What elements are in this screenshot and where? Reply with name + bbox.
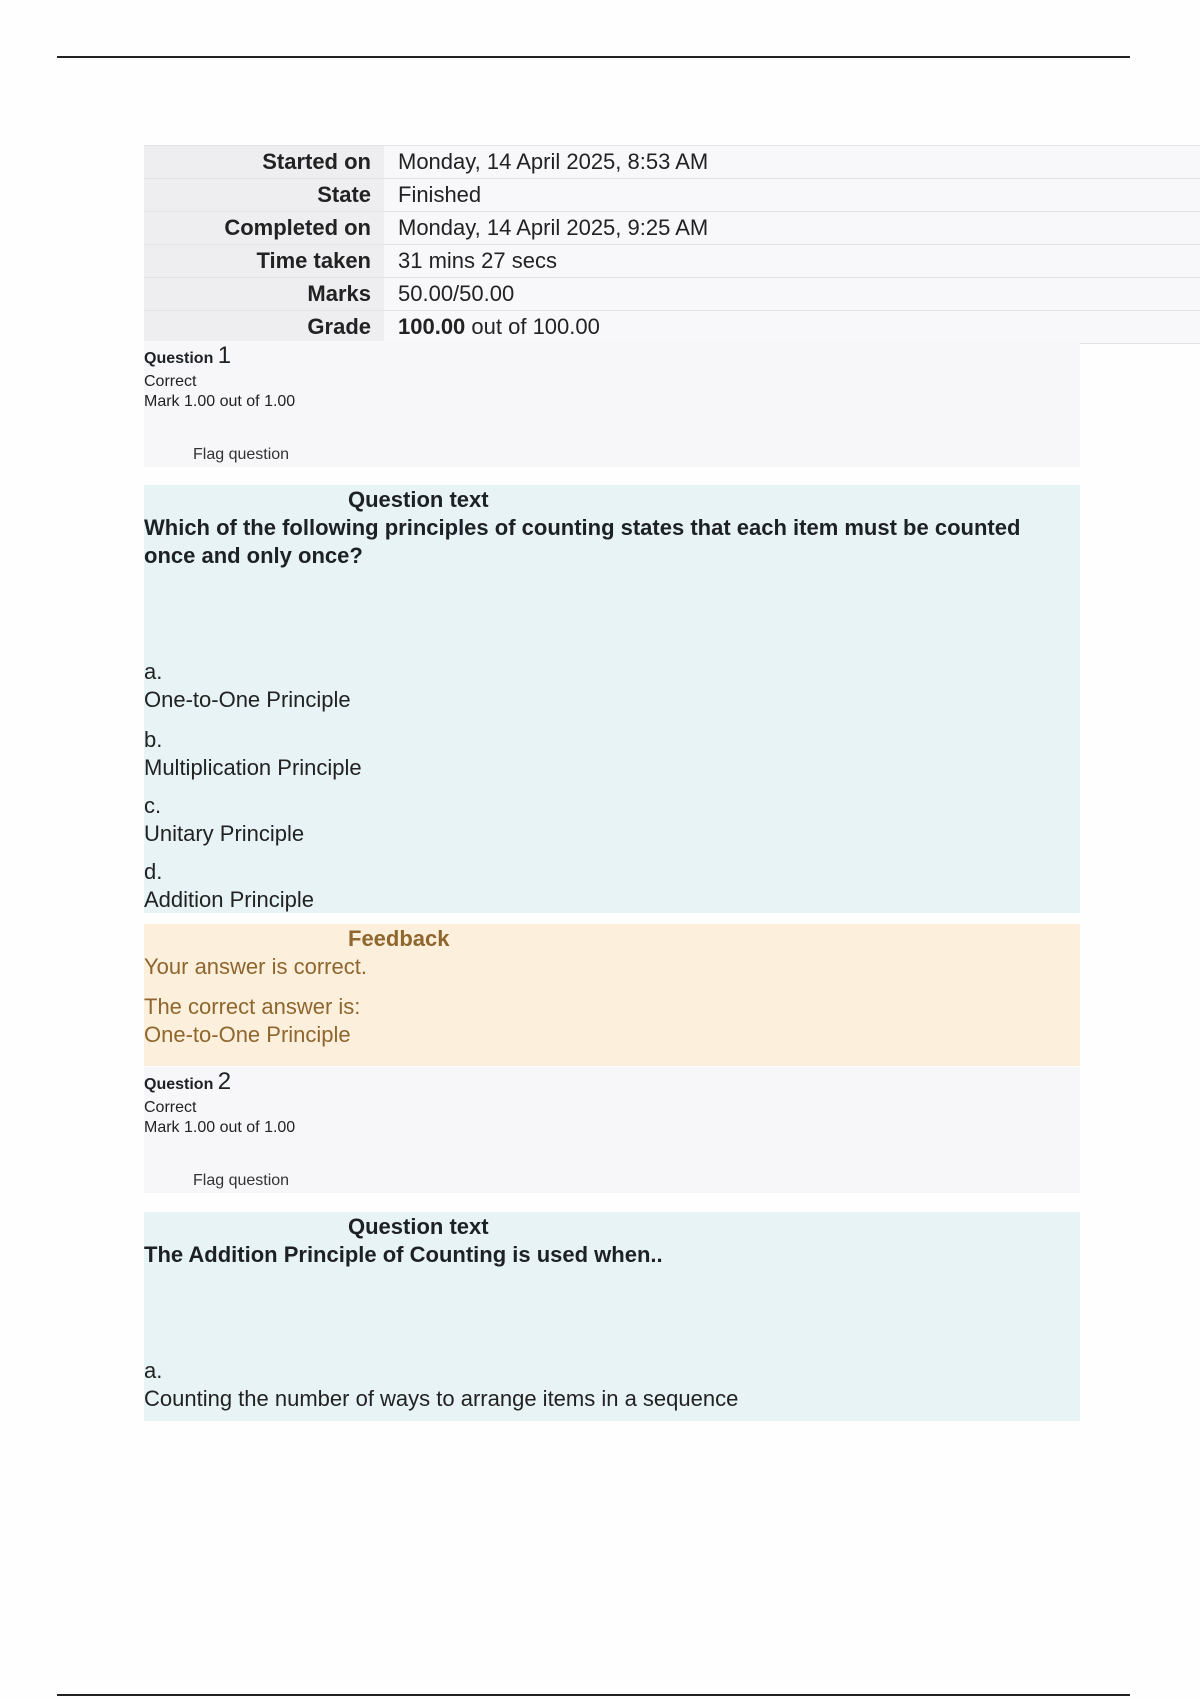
summary-value: Finished [384, 179, 1200, 211]
option-text: Counting the number of ways to arrange items in a sequence [144, 1386, 739, 1411]
summary-value: 50.00/50.00 [384, 278, 1200, 310]
summary-value: Monday, 14 April 2025, 8:53 AM [384, 146, 1200, 178]
answer-option-d[interactable] [144, 858, 1080, 914]
question-text-label: Question text [348, 487, 489, 512]
summary-row-completed [144, 211, 1200, 244]
question-grade: Mark 1.00 out of 1.00 [144, 393, 296, 410]
flag-question-link[interactable]: Flag question [193, 446, 290, 463]
summary-label: Time taken [144, 245, 384, 277]
question-number-value: 1 [217, 342, 232, 369]
feedback-result: Your answer is correct. [144, 954, 367, 979]
question-label: Question [144, 1076, 214, 1093]
answer-option-a[interactable] [144, 1357, 1080, 1413]
feedback-1 [144, 924, 1080, 1066]
answer-option-c[interactable] [144, 792, 1080, 848]
question-content-1 [144, 485, 1080, 913]
bottom-rule [57, 1694, 1130, 1696]
option-letter: a. [144, 1358, 163, 1383]
option-text: Unitary Principle [144, 821, 305, 846]
question-number [144, 343, 1080, 372]
question-content-2 [144, 1212, 1080, 1421]
question-text: The Addition Principle of Counting is used when.. [144, 1242, 663, 1267]
answer-options [144, 1357, 1080, 1413]
question-state: Correct [144, 1099, 197, 1116]
option-letter: a. [144, 659, 163, 684]
answer-option-a[interactable] [144, 658, 1080, 714]
grade-out-of: out of 100.00 [465, 314, 600, 339]
summary-row-grade [144, 310, 1200, 344]
summary-label: Grade [144, 311, 384, 343]
option-text: Addition Principle [144, 887, 314, 912]
question-text-label: Question text [348, 1214, 489, 1239]
question-number [144, 1069, 1080, 1098]
question-state: Correct [144, 373, 197, 390]
option-letter: b. [144, 727, 163, 752]
question-text: Which of the following principles of counting states that each item must be counted once and only once? [144, 515, 1021, 568]
option-text: Multiplication Principle [144, 755, 362, 780]
flag-question-link[interactable]: Flag question [193, 1172, 290, 1189]
answer-option-b[interactable] [144, 726, 1080, 782]
question-label: Question [144, 350, 214, 367]
summary-value: Monday, 14 April 2025, 9:25 AM [384, 212, 1200, 244]
feedback-correct-intro: The correct answer is: [144, 994, 361, 1019]
answer-options [144, 658, 1080, 914]
top-rule [57, 56, 1130, 58]
question-number-value: 2 [217, 1068, 232, 1095]
feedback-label: Feedback [348, 926, 450, 951]
summary-row-marks [144, 277, 1200, 310]
summary-label: State [144, 179, 384, 211]
summary-label: Started on [144, 146, 384, 178]
summary-row-started [144, 145, 1200, 178]
option-text: One-to-One Principle [144, 687, 351, 712]
summary-row-time-taken [144, 244, 1200, 277]
grade-score: 100.00 [398, 314, 466, 339]
question-info-2 [144, 1067, 1080, 1193]
summary-label: Marks [144, 278, 384, 310]
summary-row-state [144, 178, 1200, 211]
feedback-correct-answer: One-to-One Principle [144, 1022, 351, 1047]
question-info-1 [144, 341, 1080, 467]
option-letter: d. [144, 859, 163, 884]
summary-value: 31 mins 27 secs [384, 245, 1200, 277]
attempt-summary-table [144, 145, 1200, 344]
summary-value [384, 311, 1200, 343]
summary-label: Completed on [144, 212, 384, 244]
question-grade: Mark 1.00 out of 1.00 [144, 1119, 296, 1136]
option-letter: c. [144, 793, 162, 818]
